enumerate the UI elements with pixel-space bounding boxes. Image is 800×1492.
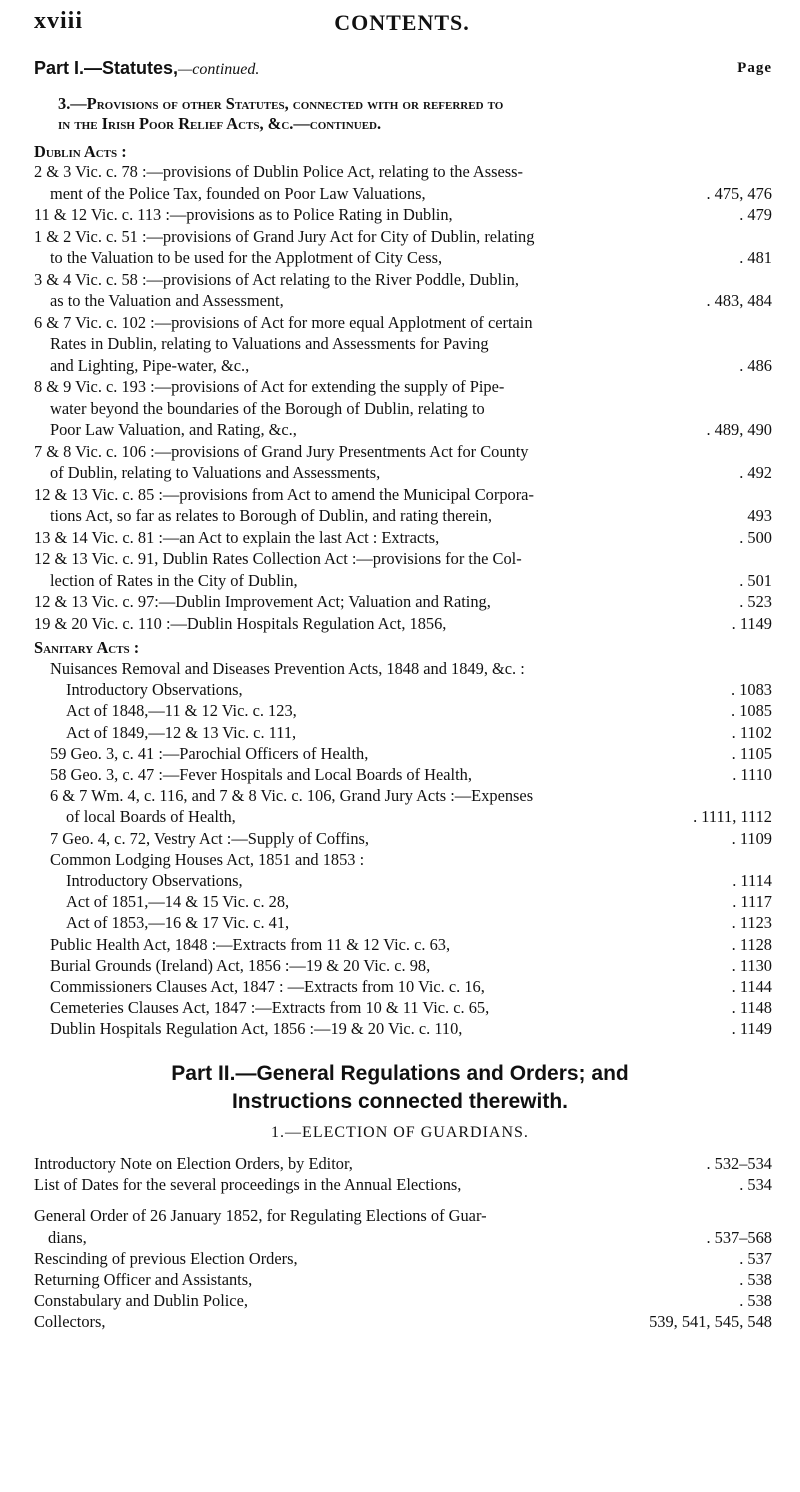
toc-entry-text: Introductory Observations, <box>66 871 243 890</box>
toc-page-ref: . 501 <box>739 570 772 590</box>
toc-page-ref: . 1117 <box>732 892 772 912</box>
toc-entry-text: Public Health Act, 1848 :—Extracts from 11 & 12 Vic. c. 63, <box>50 934 451 954</box>
toc-entry-text: 12 & 13 Vic. c. 97:—Dublin Improvement Act; Valuation and Rating, <box>34 592 491 611</box>
toc-page-ref: . 486 <box>739 355 772 375</box>
dublin-acts-heading: Dublin Acts : <box>34 142 127 161</box>
part1-continued: —continued. <box>178 61 260 78</box>
toc-page-ref: . 1130 <box>731 955 772 975</box>
toc-page-ref: 539, 541, 545, 548 <box>649 1312 772 1332</box>
toc-page-ref: . 523 <box>739 592 772 611</box>
toc-entry-text: Burial Grounds (Ireland) Act, 1856 :—19 & 20 Vic. c. 98, <box>50 955 431 975</box>
sanitary-acts-heading: Sanitary Acts : <box>34 638 140 657</box>
toc-page-ref: . 538 <box>739 1270 772 1289</box>
toc-entry-text: Cemeteries Clauses Act, 1847 :—Extracts from 10 & 11 Vic. c. 65, <box>50 998 490 1018</box>
toc-entry-text: ment of the Police Tax, founded on Poor Law Valuations, <box>50 183 426 203</box>
toc-page-ref: . 1083 <box>731 680 772 700</box>
toc-page-ref: . 534 <box>739 1175 772 1195</box>
toc-entry-text: 8 & 9 Vic. c. 193 :—provisions of Act for extending the supply of Pipe- <box>34 377 505 396</box>
toc-entry-text: as to the Valuation and Assessment, <box>50 291 284 310</box>
toc-entry-text: 6 & 7 Vic. c. 102 :—provisions of Act for more equal Applotment of certain <box>34 312 533 332</box>
toc-page-ref: . 1149 <box>731 613 772 633</box>
toc-entry-text: Poor Law Valuation, and Rating, &c., <box>50 420 297 439</box>
toc-page-ref: . 489, 490 <box>706 420 772 439</box>
toc-page-ref: . 1111, 1112 <box>693 807 772 827</box>
page-number: xviii <box>34 8 84 34</box>
toc-entry-text: Rates in Dublin, relating to Valuations and Assessments for Paving <box>50 334 489 353</box>
toc-entry-text: Returning Officer and Assistants, <box>34 1270 253 1289</box>
toc-entry-text: Collectors, <box>34 1312 106 1332</box>
toc-entry-text: 1 & 2 Vic. c. 51 :—provisions of Grand Jury Act for City of Dublin, relating <box>34 226 535 246</box>
toc-page-ref: . 1123 <box>731 913 772 933</box>
toc-entry-text: 19 & 20 Vic. c. 110 :—Dublin Hospitals Regulation Act, 1856, <box>34 613 447 633</box>
part2-heading-line1: Part II.—General Regulations and Orders; and <box>171 1062 629 1085</box>
toc-page-ref: . 1144 <box>731 977 772 996</box>
toc-entry-text: Common Lodging Houses Act, 1851 and 1853 : <box>50 849 365 869</box>
toc-entry-text: Introductory Note on Election Orders, by Editor, <box>34 1154 353 1173</box>
toc-page-ref: . 532–534 <box>706 1154 772 1173</box>
toc-page-ref: . 1114 <box>732 871 772 890</box>
toc-entry-text: General Order of 26 January 1852, for Regulating Elections of Guar- <box>34 1206 487 1226</box>
toc-page-ref: . 1128 <box>731 934 772 954</box>
toc-page-ref: . 500 <box>739 527 772 547</box>
toc-page-ref: . 481 <box>739 248 772 267</box>
toc-entry-text: Nuisances Removal and Diseases Prevention Acts, 1848 and 1849, &c. : <box>50 659 525 678</box>
toc-page-ref: . 1105 <box>731 743 772 763</box>
part1-heading <box>34 58 259 79</box>
toc-page-ref: . 1085 <box>731 701 772 721</box>
toc-page-ref: . 537 <box>739 1248 772 1268</box>
toc-entry-text: 2 & 3 Vic. c. 78 :—provisions of Dublin Police Act, relating to the Assess- <box>34 162 524 181</box>
toc-entry-text: water beyond the boundaries of the Borough of Dublin, relating to <box>50 398 485 418</box>
section3-heading-line1: 3.—Provisions of other Statutes, connected with or referred to <box>58 94 504 113</box>
toc-entry-text: 7 Geo. 4, c. 72, Vestry Act :—Supply of Coffins, <box>50 828 369 848</box>
toc-entry-text: Act of 1853,—16 & 17 Vic. c. 41, <box>66 913 290 933</box>
toc-entry-text: dians, <box>48 1227 87 1247</box>
toc-page-ref: . 1109 <box>731 828 772 848</box>
page-column-label: Page <box>737 60 772 76</box>
toc-page-ref: . 537–568 <box>706 1227 772 1247</box>
toc-entry-text: List of Dates for the several proceedings in the Annual Elections, <box>34 1175 462 1195</box>
toc-page-ref: . 1149 <box>731 1019 772 1039</box>
toc-page-ref: . 475, 476 <box>706 183 772 203</box>
toc-entry-text: 11 & 12 Vic. c. 113 :—provisions as to Police Rating in Dublin, <box>34 205 453 224</box>
toc-entry-text: tions Act, so far as relates to Borough of Dublin, and rating therein, <box>50 506 492 525</box>
toc-entry-text: to the Valuation to be used for the Applotment of City Cess, <box>50 248 443 267</box>
page-title: CONTENTS. <box>334 10 470 35</box>
toc-entry-text: Constabulary and Dublin Police, <box>34 1291 248 1311</box>
toc-page-ref: . 483, 484 <box>706 291 772 310</box>
part2-heading-line2: Instructions connected therewith. <box>231 1090 569 1113</box>
section3-heading-line2: in the Irish Poor Relief Acts, &c.—continued. <box>58 114 382 133</box>
toc-page-ref: . 492 <box>739 463 772 482</box>
toc-page-ref: 493 <box>747 506 772 525</box>
toc-entry-text: of local Boards of Health, <box>66 807 236 827</box>
election-of-guardians-heading: 1.—ELECTION OF GUARDIANS. <box>271 1124 529 1141</box>
toc-entry-text: 12 & 13 Vic. c. 85 :—provisions from Act to amend the Municipal Corpora- <box>34 484 534 504</box>
toc-entry-text: 3 & 4 Vic. c. 58 :—provisions of Act relating to the River Poddle, Dublin, <box>34 269 519 289</box>
toc-entry-text: 59 Geo. 3, c. 41 :—Parochial Officers of Health, <box>50 743 369 763</box>
toc-page-ref: . 1148 <box>731 998 772 1018</box>
toc-entry-text: Commissioners Clauses Act, 1847 : —Extracts from 10 Vic. c. 16, <box>50 977 485 996</box>
toc-entry-text: Dublin Hospitals Regulation Act, 1856 :—19 & 20 Vic. c. 110, <box>50 1019 463 1039</box>
toc-page-ref: . 1102 <box>731 722 772 742</box>
toc-entry-text: Rescinding of previous Election Orders, <box>34 1248 298 1268</box>
page-header <box>34 6 770 40</box>
part1-heading-text: Part I.—Statutes, <box>34 58 179 78</box>
toc-page-ref: . 479 <box>739 205 772 224</box>
toc-entry-text: 58 Geo. 3, c. 47 :—Fever Hospitals and Local Boards of Health, <box>50 765 472 784</box>
toc-entry-text: Act of 1849,—12 & 13 Vic. c. 111, <box>66 722 297 742</box>
toc-entry-text: lection of Rates in the City of Dublin, <box>50 570 298 590</box>
toc-entry-text: 6 & 7 Wm. 4, c. 116, and 7 & 8 Vic. c. 106, Grand Jury Acts :—Expenses <box>50 786 534 806</box>
toc-entry-text: 7 & 8 Vic. c. 106 :—provisions of Grand Jury Presentments Act for County <box>34 441 529 461</box>
toc-page-ref: . 1110 <box>732 765 772 784</box>
toc-entry-text: 13 & 14 Vic. c. 81 :—an Act to explain the last Act : Extracts, <box>34 527 440 547</box>
toc-entry-text: and Lighting, Pipe-water, &c., <box>50 355 250 375</box>
toc-entry-text: of Dublin, relating to Valuations and Assessments, <box>50 463 381 482</box>
toc-entry-text: 12 & 13 Vic. c. 91, Dublin Rates Collection Act :—provisions for the Col- <box>34 549 522 568</box>
toc-entry-text: Introductory Observations, <box>66 680 243 700</box>
toc-entry-text: Act of 1851,—14 & 15 Vic. c. 28, <box>66 892 290 912</box>
toc-entry-text: Act of 1848,—11 & 12 Vic. c. 123, <box>66 701 297 721</box>
toc-page-ref: . 538 <box>739 1291 772 1311</box>
